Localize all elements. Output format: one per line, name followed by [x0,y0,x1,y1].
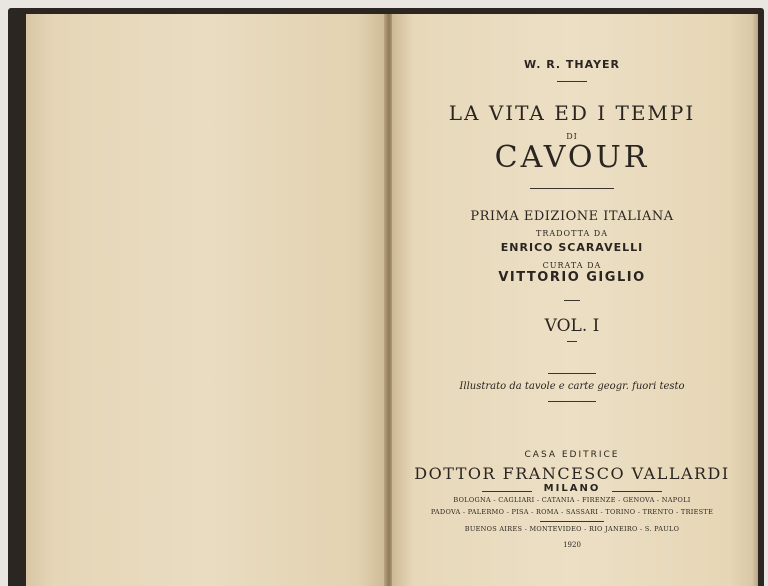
volume: VOL. I [544,316,600,336]
author: W. R. THAYER [523,58,621,71]
illustrations-note: Illustrato da tavole e carte geogr. fuori testo [459,381,685,392]
translated-by-label: TRADOTTA DA [535,229,608,238]
left-blank-page [26,14,386,586]
divider-rule [564,300,580,301]
divider-rule [612,491,662,492]
divider-rule [530,188,614,189]
publication-year: 1920 [563,541,581,549]
edited-by-label: CURATA DA [542,261,602,270]
branch-cities-line-2: PADOVA - PALERMO - PISA - ROMA - SASSARI - TORINO - TRENTO - TRIESTE [430,508,714,516]
branch-cities-line-3: BUENOS AIRES - MONTEVIDEO - RIO JANEIRO - S. PAULO [464,525,680,533]
title-connector: DI [566,132,578,141]
publisher-label: CASA EDITRICE [524,450,620,460]
divider-rule [548,401,596,402]
publisher: DOTTOR FRANCESCO VALLARDI [414,464,730,483]
title-page [392,14,752,586]
page-edge [752,14,758,586]
title-line-1: LA VITA ED I TEMPI [448,101,696,125]
title-main: CAVOUR [494,140,650,175]
branch-cities-line-1: BOLOGNA - CAGLIARI - CATANIA - FIRENZE - GENOVA - NAPOLI [453,496,691,504]
divider-rule [557,81,587,82]
divider-rule [567,341,577,342]
divider-rule [548,373,596,374]
publisher-city: MILANO [543,483,601,494]
editor: VITTORIO GIGLIO [498,270,646,285]
divider-rule [540,521,604,522]
translator: ENRICO SCARAVELLI [500,241,644,254]
edition: PRIMA EDIZIONE ITALIANA [470,209,674,224]
